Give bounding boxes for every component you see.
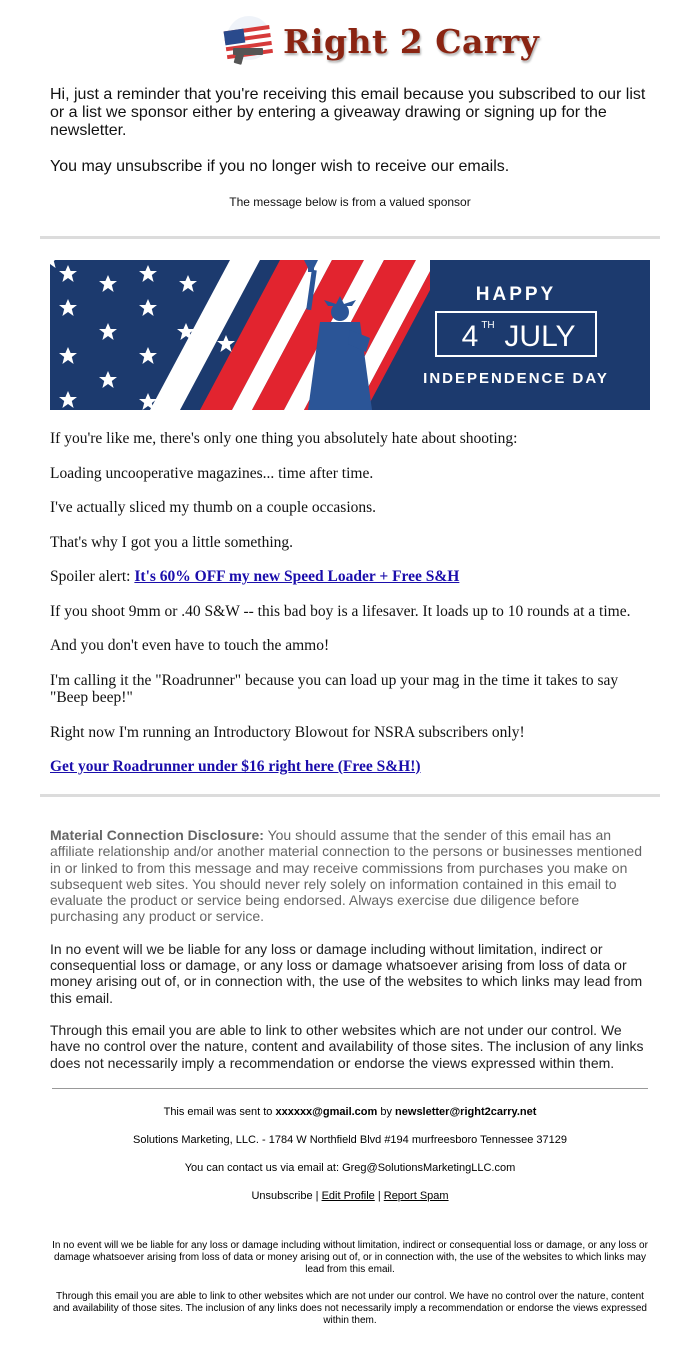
independence-day-banner[interactable] [50, 260, 650, 410]
link-separator: | [374, 1190, 384, 1202]
banner-graphic [50, 260, 650, 410]
brand-name: Right 2 Carry [283, 22, 540, 61]
banner-independence-text: INDEPENDENCE DAY [423, 370, 609, 387]
sponsor-message [50, 430, 655, 793]
recipient-email: xxxxxx@gmail.com [275, 1106, 378, 1118]
report-spam-link[interactable]: Report Spam [383, 1190, 449, 1202]
section-divider [40, 236, 660, 239]
intro-section [50, 86, 650, 176]
company-address: Solutions Marketing, LLC. - 1784 W Northfield Blvd #194 murfreesboro Tennessee 37129 [133, 1134, 567, 1146]
external-links-disclaimer: Through this email you are able to link to other websites which are not under our control. We have no control over the nature, content and availability of those sites. The inclusion of any links does not necessarily imply a recommendation or endorse the views expressed within them. [50, 1021, 644, 1071]
banner-sup-text: TH [481, 320, 495, 331]
footer-liability-disclaimer: In no event will we be liable for any loss or damage including without limitation, indirect or consequential loss or damage, or any loss or damage whatsoever arising from loss of data or money arising out of, or in connection with, the use of the websites to which links may lead from this email. [52, 1240, 648, 1275]
footer-spacer [50, 1218, 650, 1240]
contact-line: You can contact us via email at: Greg@SolutionsMarketingLLC.com [184, 1162, 516, 1174]
message-paragraph: If you're like me, there's only one thing you absolutely hate about shooting: [50, 430, 518, 447]
sent-to-prefix: This email was sent to [163, 1106, 276, 1118]
cta-paragraph [50, 758, 655, 776]
sender-email: newsletter@right2carry.net [395, 1106, 537, 1118]
intro-unsubscribe-notice: You may unsubscribe if you no longer wish to receive our emails. [50, 158, 510, 175]
message-paragraph: I'm calling it the "Roadrunner" because you can load up your mag in the time it takes to say "Beep beep!" [50, 671, 619, 706]
link-separator: | [312, 1190, 322, 1202]
message-paragraph: I've actually sliced my thumb on a couple occasions. [50, 499, 377, 516]
brand-logo[interactable] [0, 8, 700, 70]
spoiler-paragraph [50, 568, 655, 586]
unsubscribe-link[interactable]: Unsubscribe [251, 1190, 313, 1202]
footer-links [50, 1190, 650, 1203]
banner-happy-text: HAPPY [475, 284, 557, 305]
message-paragraph: And you don't even have to touch the ammo! [50, 637, 330, 654]
sent-by-text: by [377, 1106, 396, 1118]
speed-loader-offer-link[interactable]: It's 60% OFF my new Speed Loader + Free S&H [134, 568, 460, 585]
edit-profile-link[interactable]: Edit Profile [321, 1190, 375, 1202]
footer-links-disclaimer: Through this email you are able to link to other websites which are not under our control. We have no control over the nature, content and availability of those sites. The inclusion of any links does not necessarily imply a recommendation or endorse the views expressed within them. [52, 1291, 647, 1326]
message-paragraph: Right now I'm running an Introductory Blowout for NSRA subscribers only! [50, 723, 525, 741]
message-paragraph: That's why I got you a little something. [50, 533, 294, 551]
disclosure-text: You should assume that the sender of this email has an affiliate relationship and/or another material connection to the persons or businesses mentioned in or linked to from this message and may receive commissions from purchases you make on subsequent web sites. You should never rely solely on information contained in this email to evaluate the product or service being endorsed. Always exercise due diligence before purchasing any product or service. [50, 827, 642, 925]
message-paragraph: If you shoot 9mm or .40 S&W -- this bad boy is a lifesaver. It loads up to 10 rounds at a time. [50, 602, 631, 620]
email-footer [50, 1106, 650, 1342]
footer-divider [52, 1088, 648, 1089]
material-connection-disclosure [50, 827, 648, 925]
banner-july-text: JULY [504, 320, 576, 353]
spoiler-prefix: Spoiler alert: [50, 568, 135, 585]
sponsor-note: The message below is from a valued sponsor [229, 195, 471, 209]
liability-disclaimer: In no event will we be liable for any loss or damage including without limitation, indirect or consequential loss or damage, or any loss or damage whatsoever arising from loss of data or money arising out of, or in connection with, the use of the websites to which links may lead from this email. [50, 940, 643, 1006]
roadrunner-cta-link[interactable]: Get your Roadrunner under $16 right here (Free S&H!) [50, 758, 421, 775]
flag-pistol-logo-icon [219, 14, 279, 66]
disclosure-section [50, 827, 648, 1087]
section-divider [40, 794, 660, 797]
intro-subscription-notice: Hi, just a reminder that you're receiving this email because you subscribed to our list or a list we sponsor either by entering a giveaway drawing or signing up for the newsletter. [50, 86, 646, 139]
disclosure-label: Material Connection Disclosure: [50, 827, 264, 843]
banner-number-text: 4 [461, 320, 479, 353]
sent-to-line [50, 1106, 650, 1119]
message-paragraph: Loading uncooperative magazines... time after time. [50, 464, 374, 482]
